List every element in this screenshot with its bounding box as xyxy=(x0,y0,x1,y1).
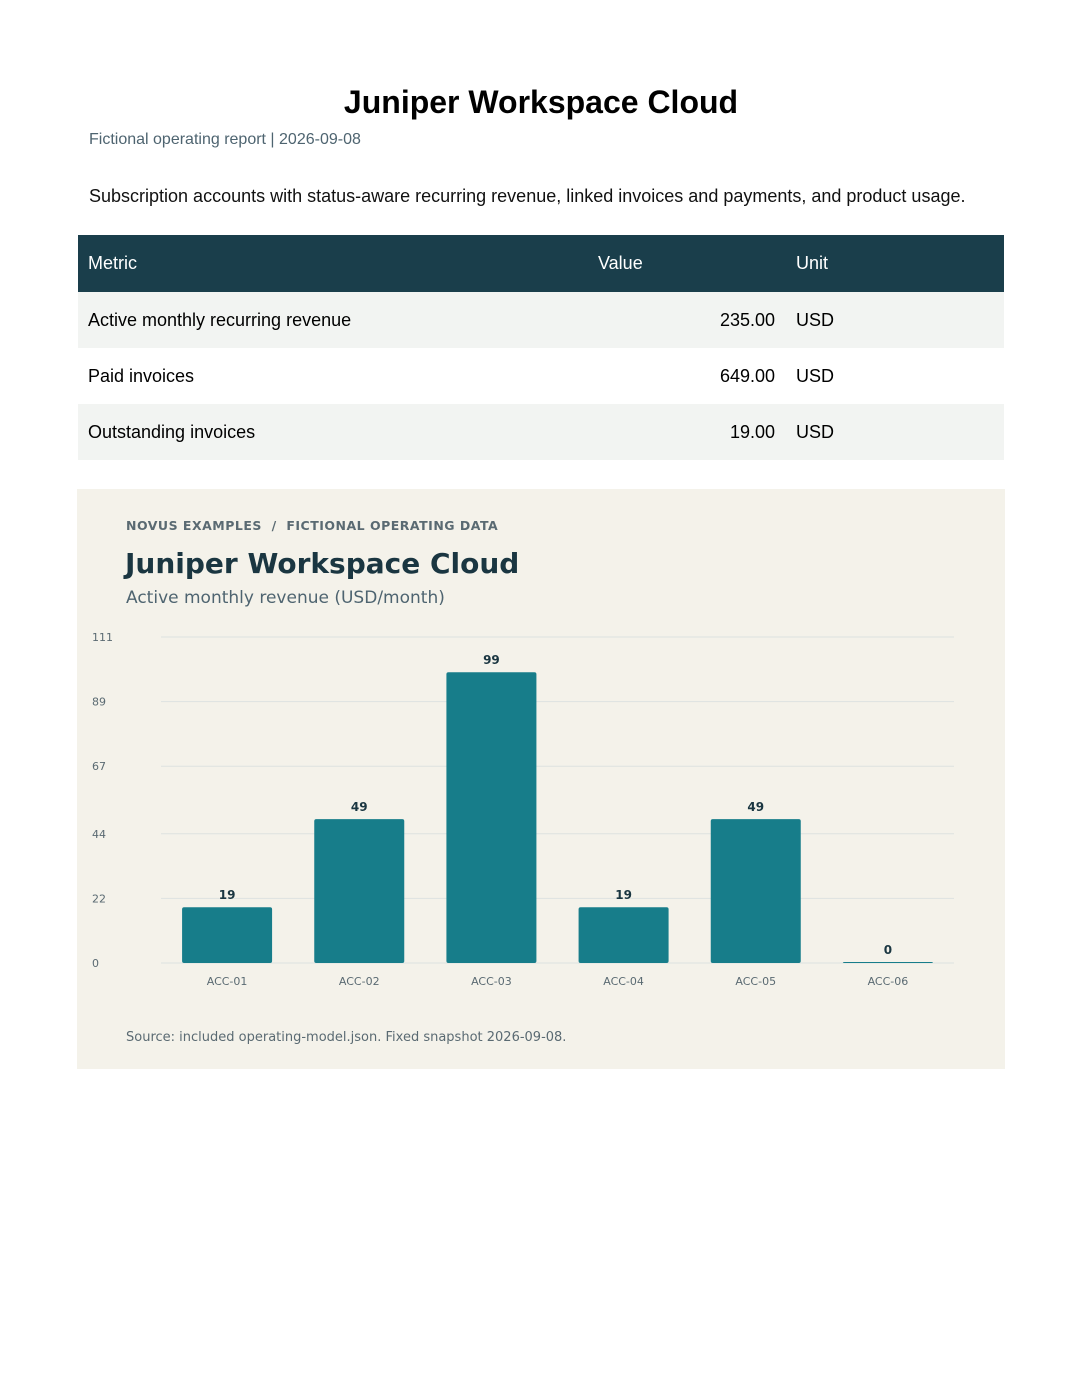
table-header-row xyxy=(78,235,1004,292)
bar xyxy=(446,672,536,963)
x-tick-label: ACC-02 xyxy=(338,975,380,988)
table-row xyxy=(78,348,1004,404)
data-label: 99 xyxy=(483,653,500,668)
column-header-metric: Metric xyxy=(78,235,583,292)
table-row xyxy=(78,404,1004,460)
bar xyxy=(314,819,404,963)
chart-subtitle: Active monthly revenue (USD/month) xyxy=(126,588,445,608)
x-tick-label: ACC-03 xyxy=(471,975,512,988)
report-description: Subscription accounts with status-aware recurring revenue, linked invoices and payments, and product usage. xyxy=(89,186,966,206)
bar xyxy=(711,819,801,963)
bar-chart xyxy=(77,489,1005,1069)
y-tick-label: 22 xyxy=(92,892,106,906)
chart-panel xyxy=(77,489,1005,1069)
data-label: 49 xyxy=(747,800,765,815)
bar xyxy=(843,962,933,963)
data-label: 19 xyxy=(615,888,632,903)
x-tick-label: ACC-01 xyxy=(206,975,248,988)
x-tick-label: ACC-05 xyxy=(735,975,777,988)
y-tick-label: 89 xyxy=(92,695,106,709)
unit-cell: USD xyxy=(786,292,1004,348)
chart-source-note: Source: included operating-model.json. Fixed snapshot 2026-09-08. xyxy=(126,1030,567,1045)
chart-kicker: NOVUS EXAMPLES / FICTIONAL OPERATING DATA xyxy=(126,518,499,533)
metric-cell: Paid invoices xyxy=(88,365,195,386)
y-tick-label: 111 xyxy=(92,631,113,644)
bar xyxy=(579,907,669,963)
table-row xyxy=(78,292,1004,348)
unit-cell: USD xyxy=(786,404,1004,460)
value-cell: 235.00 xyxy=(583,292,786,348)
report-title: Juniper Workspace Cloud xyxy=(343,84,739,120)
y-tick-label: 44 xyxy=(92,827,106,841)
metrics-table xyxy=(78,235,1004,460)
metric-cell: Active monthly recurring revenue xyxy=(78,292,583,348)
bar xyxy=(182,907,272,963)
value-cell: 19.00 xyxy=(583,404,786,460)
y-tick-label: 67 xyxy=(92,760,106,774)
data-label: 49 xyxy=(350,800,368,815)
y-tick-label: 0 xyxy=(92,957,99,970)
data-label: 19 xyxy=(218,888,236,903)
data-label: 0 xyxy=(883,943,893,957)
chart-title: Juniper Workspace Cloud xyxy=(125,547,520,580)
unit-cell: USD xyxy=(796,365,835,386)
report-subtitle: Fictional operating report | 2026-09-08 xyxy=(89,131,361,148)
x-tick-label: ACC-06 xyxy=(867,975,909,988)
value-cell: 649.00 xyxy=(719,365,775,386)
column-header-value: Value xyxy=(583,235,786,292)
metric-cell: Outstanding invoices xyxy=(78,404,583,460)
x-tick-label: ACC-04 xyxy=(603,975,644,988)
column-header-unit: Unit xyxy=(786,235,1004,292)
